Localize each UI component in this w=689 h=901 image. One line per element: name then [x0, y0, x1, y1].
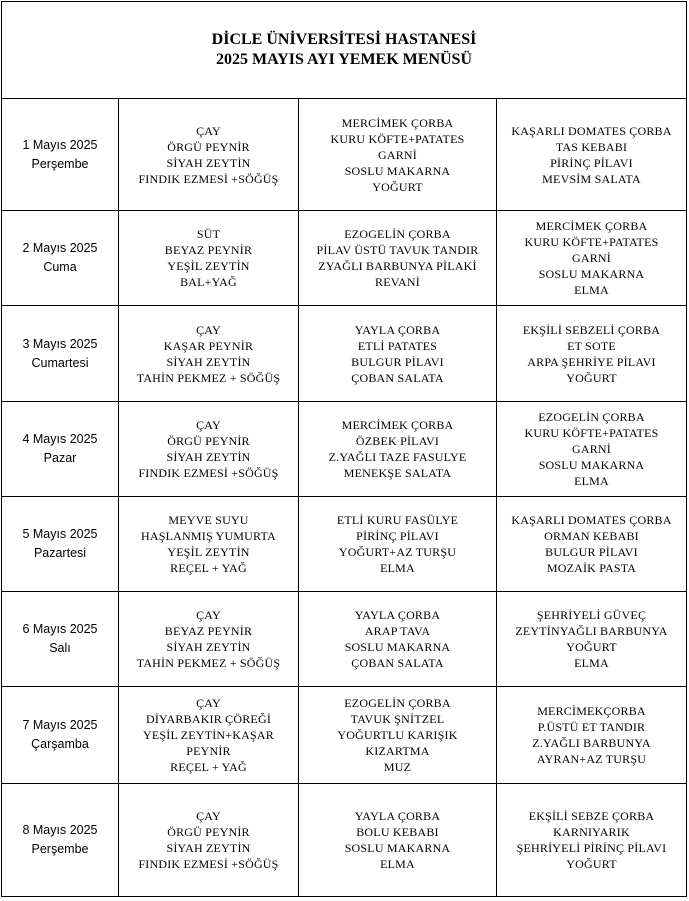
day-date: 8 Mayıs 2025	[22, 823, 98, 837]
breakfast-cell	[119, 497, 299, 592]
day-weekday: Cumartesi	[31, 355, 89, 370]
breakfast-cell	[119, 592, 299, 687]
breakfast-cell	[119, 99, 299, 211]
lunch-item: MUZ	[383, 760, 412, 774]
breakfast-item: BEYAZ PEYNİR	[164, 624, 253, 638]
menu-day-row	[2, 211, 687, 306]
day-date-cell	[2, 306, 119, 402]
breakfast-item: FINDIK EZMESİ +SÖĞÜŞ	[138, 857, 279, 871]
lunch-item: YAYLA ÇORBA	[354, 809, 441, 823]
dinner-item: PİRİNÇ PİLAVI	[550, 155, 633, 170]
dinner-item: SOSLU MAKARNA	[538, 267, 645, 281]
breakfast-item: SİYAH ZEYTİN	[166, 155, 251, 170]
day-date-cell	[2, 784, 119, 897]
dinner-item: ELMA	[574, 283, 609, 297]
breakfast-item: REÇEL + YAĞ	[170, 760, 247, 774]
day-date: 4 Mayıs 2025	[22, 432, 98, 446]
dinner-item: KAŞARLI DOMATES ÇORBA	[511, 123, 672, 138]
breakfast-item: ÇAY	[196, 123, 221, 138]
dinner-item: YOĞURT	[566, 370, 617, 385]
lunch-item: SOSLU MAKARNA	[344, 640, 451, 654]
breakfast-item: ÖRGÜ PEYNİR	[167, 434, 250, 448]
lunch-item: ÇOBAN SALATA	[351, 370, 444, 385]
breakfast-item: SİYAH ZEYTİN	[166, 450, 251, 464]
menu-day-row	[2, 306, 687, 402]
day-date-cell	[2, 497, 119, 592]
dinner-item: ET SOTE	[567, 338, 616, 353]
lunch-item: ELMA	[380, 857, 415, 871]
menu-title: 2025 MAYIS AYI YEMEK MENÜSÜ	[215, 51, 473, 68]
day-date-cell	[2, 99, 119, 211]
day-weekday: Pazar	[43, 451, 77, 465]
day-date: 2 Mayıs 2025	[22, 241, 98, 255]
dinner-item: EKŞİLİ SEBZELİ ÇORBA	[522, 322, 661, 337]
breakfast-item: YEŞİL ZEYTİN	[167, 545, 250, 559]
dinner-item: YOĞURT	[566, 640, 617, 654]
day-date: 5 Mayıs 2025	[22, 527, 98, 541]
breakfast-item: FINDIK EZMESİ +SÖĞÜŞ	[138, 171, 279, 186]
lunch-item: ZYAĞLI BARBUNYA PİLAKİ	[318, 259, 477, 273]
lunch-item: Z.YAĞLI TAZE FASULYE	[328, 450, 467, 464]
dinner-cell	[497, 784, 687, 897]
title-row	[2, 2, 687, 99]
breakfast-item: FINDIK EZMESİ +SÖĞÜŞ	[138, 466, 279, 480]
dinner-item: MOZAİK PASTA	[546, 561, 637, 575]
day-date-cell	[2, 402, 119, 497]
day-date: 3 Mayıs 2025	[22, 336, 98, 351]
breakfast-item: SÜT	[196, 227, 221, 241]
day-weekday: Pazartesi	[33, 546, 87, 560]
dinner-item: GARNİ	[572, 251, 611, 265]
breakfast-cell	[119, 784, 299, 897]
lunch-item: SOSLU MAKARNA	[344, 163, 451, 178]
lunch-item: SOSLU MAKARNA	[344, 841, 451, 855]
breakfast-item: PEYNİR	[186, 744, 231, 758]
menu-day-row	[2, 402, 687, 497]
lunch-item: YOĞURT+AZ TURŞU	[338, 545, 457, 559]
breakfast-item: SİYAH ZEYTİN	[166, 354, 251, 369]
breakfast-item: ÖRGÜ PEYNİR	[167, 139, 250, 154]
dinner-item: TAS KEBABI	[555, 139, 628, 154]
lunch-item: ÖZBEK PİLAVI	[355, 434, 440, 448]
lunch-cell	[299, 211, 497, 306]
lunch-cell	[299, 687, 497, 784]
lunch-item: YAYLA ÇORBA	[354, 322, 441, 337]
dinner-item: MEVSİM SALATA	[542, 171, 641, 186]
lunch-item: ELMA	[380, 561, 415, 575]
dinner-cell	[497, 99, 687, 211]
lunch-cell	[299, 784, 497, 897]
dinner-item: SOSLU MAKARNA	[538, 458, 645, 472]
lunch-item: ETLİ KURU FASÜLYE	[336, 513, 459, 527]
dinner-cell	[497, 592, 687, 687]
lunch-cell	[299, 306, 497, 402]
hospital-name: DİCLE ÜNİVERSİTESİ HASTANESİ	[211, 31, 477, 48]
breakfast-item: MEYVE SUYU	[168, 513, 249, 527]
breakfast-item: BAL+YAĞ	[180, 275, 237, 289]
dinner-item: MERCİMEK ÇORBA	[535, 219, 648, 233]
dinner-cell	[497, 402, 687, 497]
day-weekday: Cuma	[43, 260, 77, 274]
lunch-cell	[299, 497, 497, 592]
menu-table	[1, 1, 687, 897]
day-date-cell	[2, 687, 119, 784]
day-weekday: Perşembe	[31, 842, 89, 856]
lunch-item: REVANİ	[375, 275, 420, 289]
lunch-item: EZOGELİN ÇORBA	[344, 227, 451, 241]
breakfast-item: SİYAH ZEYTİN	[166, 640, 251, 654]
menu-day-row	[2, 784, 687, 897]
lunch-item: PİRİNÇ PİLAVI	[356, 529, 439, 543]
day-date: 7 Mayıs 2025	[22, 718, 98, 732]
lunch-item: ETLİ PATATES	[357, 338, 438, 353]
breakfast-item: SİYAH ZEYTİN	[166, 841, 251, 855]
day-date-cell	[2, 592, 119, 687]
dinner-item: Z.YAĞLI BARBUNYA	[532, 736, 651, 750]
lunch-cell	[299, 99, 497, 211]
lunch-item: MENEKŞE SALATA	[343, 466, 452, 480]
breakfast-item: DİYARBAKIR ÇÖREĞİ	[145, 712, 272, 726]
breakfast-cell	[119, 687, 299, 784]
dinner-cell	[497, 687, 687, 784]
page-title	[2, 2, 687, 99]
dinner-item: BULGUR PİLAVI	[545, 545, 638, 559]
dinner-item: ŞEHRİYELİ PİRİNÇ PİLAVI	[516, 841, 667, 855]
breakfast-item: ÇAY	[196, 809, 221, 823]
dinner-item: YOĞURT	[566, 857, 617, 871]
breakfast-item: BEYAZ PEYNİR	[164, 243, 253, 257]
lunch-item: BOLU KEBABI	[356, 825, 439, 839]
lunch-item: MERCİMEK ÇORBA	[341, 115, 454, 130]
breakfast-item: YEŞİL ZEYTİN+KAŞAR	[143, 728, 274, 742]
lunch-item: ÇOBAN SALATA	[351, 656, 444, 670]
dinner-item: ORMAN KEBABI	[544, 529, 639, 543]
lunch-item: YOĞURT	[372, 179, 423, 194]
dinner-cell	[497, 306, 687, 402]
lunch-cell	[299, 402, 497, 497]
breakfast-item: ÇAY	[196, 696, 221, 710]
breakfast-item: ÇAY	[196, 322, 221, 337]
breakfast-item: YEŞİL ZEYTİN	[167, 259, 250, 273]
lunch-cell	[299, 592, 497, 687]
dinner-item: GARNİ	[572, 442, 611, 456]
day-date: 6 Mayıs 2025	[22, 622, 98, 636]
dinner-item: KURU KÖFTE+PATATES	[524, 426, 659, 440]
dinner-item: EKŞİLİ SEBZE ÇORBA	[528, 809, 655, 823]
day-date: 1 Mayıs 2025	[22, 137, 98, 152]
lunch-item: KIZARTMA	[365, 744, 430, 758]
lunch-item: YAYLA ÇORBA	[354, 608, 441, 622]
lunch-item: TAVUK ŞNİTZEL	[350, 712, 445, 726]
dinner-cell	[497, 211, 687, 306]
dinner-item: ARPA ŞEHRİYE PİLAVI	[527, 354, 656, 369]
lunch-item: GARNİ	[378, 147, 417, 162]
dinner-item: MERCİMEKÇORBA	[537, 704, 646, 718]
breakfast-cell	[119, 402, 299, 497]
lunch-item: PİLAV ÜSTÜ TAVUK TANDIR	[316, 243, 479, 257]
breakfast-item: ÇAY	[196, 608, 221, 622]
menu-day-row	[2, 99, 687, 211]
menu-day-row	[2, 497, 687, 592]
menu-day-row	[2, 687, 687, 784]
breakfast-cell	[119, 306, 299, 402]
dinner-cell	[497, 497, 687, 592]
dinner-item: ŞEHRİYELİ GÜVEÇ	[536, 608, 647, 622]
lunch-item: EZOGELİN ÇORBA	[344, 696, 451, 710]
dinner-item: ELMA	[574, 656, 609, 670]
breakfast-item: ÇAY	[196, 418, 221, 432]
breakfast-item: HAŞLANMIŞ YUMURTA	[141, 529, 276, 543]
breakfast-item: TAHİN PEKMEZ + SÖĞÜŞ	[136, 656, 281, 670]
dinner-item: ELMA	[574, 474, 609, 488]
lunch-item: YOĞURTLU KARIŞIK	[337, 728, 458, 742]
lunch-item: ARAP TAVA	[364, 624, 431, 638]
breakfast-item: KAŞAR PEYNİR	[163, 338, 254, 353]
day-weekday: Çarşamba	[31, 737, 89, 751]
dinner-item: AYRAN+AZ TURŞU	[536, 752, 647, 766]
dinner-item: P.ÜSTÜ ET TANDIR	[537, 720, 646, 734]
lunch-item: BULGUR PİLAVI	[351, 354, 444, 369]
dinner-item: ZEYTİNYAĞLI BARBUNYA	[515, 624, 668, 638]
lunch-item: KURU KÖFTE+PATATES	[330, 131, 465, 146]
breakfast-item: ÖRGÜ PEYNİR	[167, 825, 250, 839]
dinner-item: KURU KÖFTE+PATATES	[524, 235, 659, 249]
dinner-item: KARNIYARIK	[553, 825, 630, 839]
day-date-cell	[2, 211, 119, 306]
dinner-item: EZOGELİN ÇORBA	[538, 410, 645, 424]
menu-day-row	[2, 592, 687, 687]
day-weekday: Perşembe	[31, 156, 89, 171]
breakfast-cell	[119, 211, 299, 306]
dinner-item: KAŞARLI DOMATES ÇORBA	[511, 513, 672, 527]
day-weekday: Salı	[49, 641, 71, 655]
breakfast-item: TAHİN PEKMEZ + SÖĞÜŞ	[136, 370, 281, 385]
breakfast-item: REÇEL + YAĞ	[170, 561, 247, 575]
lunch-item: MERCİMEK ÇORBA	[341, 418, 454, 432]
